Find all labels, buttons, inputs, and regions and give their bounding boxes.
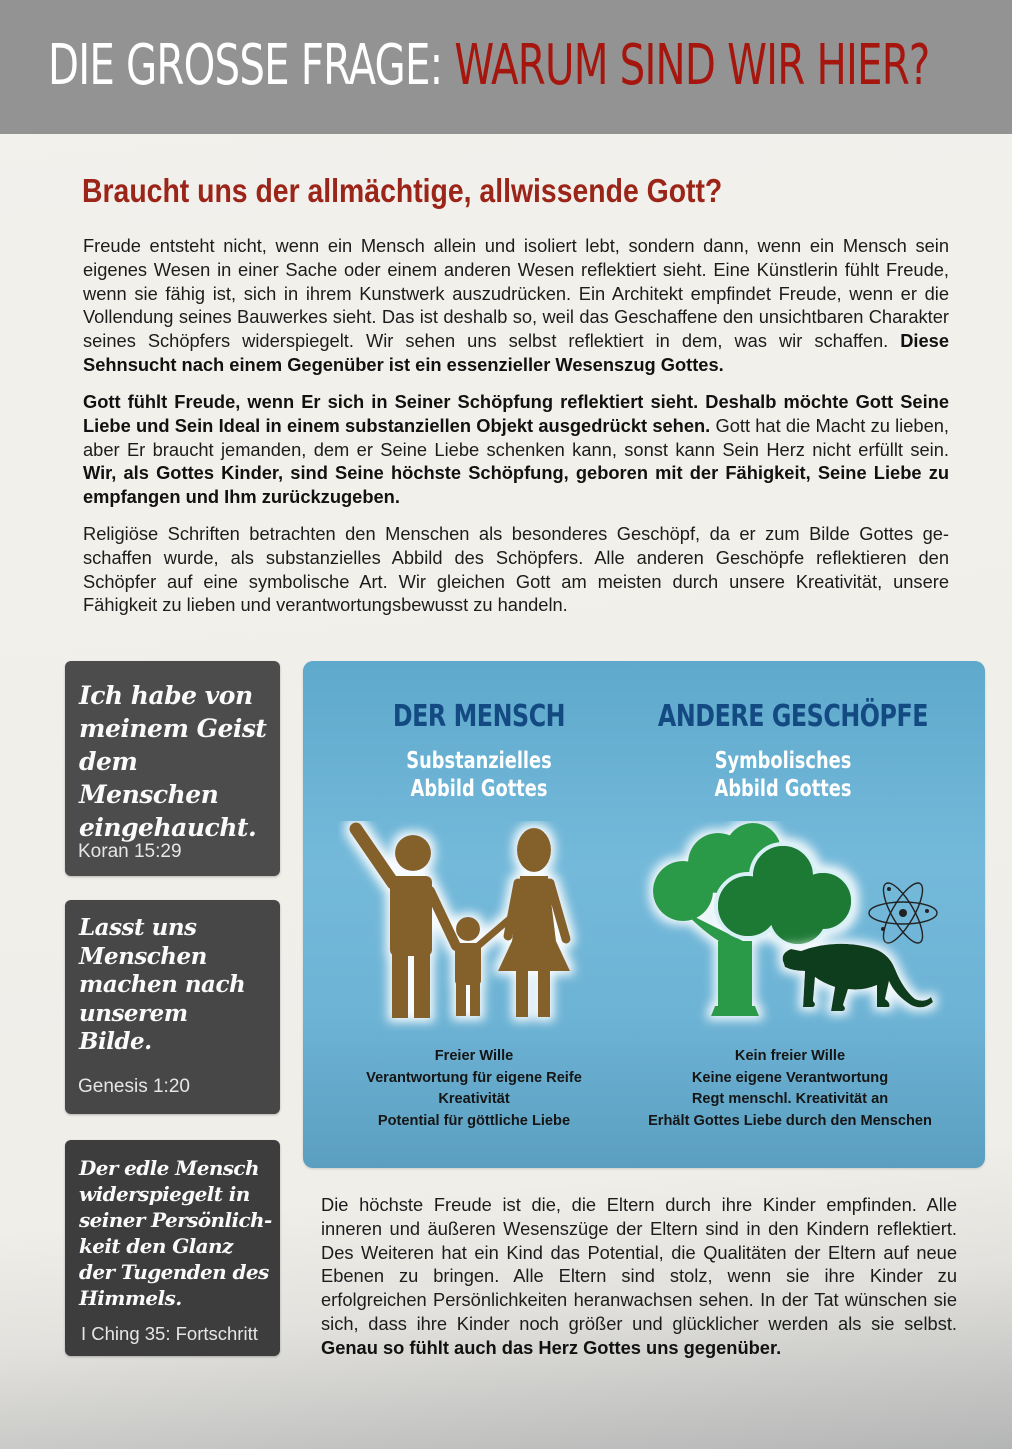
quote-line: Lasst uns bbox=[79, 914, 197, 941]
quote-text bbox=[79, 1155, 272, 1311]
creatures-traits-list bbox=[625, 1046, 955, 1132]
page-title bbox=[48, 30, 930, 102]
closing-paragraph bbox=[321, 1193, 957, 1360]
quote-line: dem Menschen bbox=[79, 747, 219, 809]
comparison-panel bbox=[303, 661, 985, 1168]
tree-icon bbox=[653, 823, 853, 1016]
quote-source: I Ching 35: Fortschritt bbox=[81, 1323, 258, 1344]
trait-item: Kreativität bbox=[438, 1091, 510, 1107]
trait-item: Keine eigene Verantwortung bbox=[691, 1069, 889, 1086]
quote-line: Menschen bbox=[79, 942, 207, 970]
quote-text bbox=[79, 679, 272, 844]
quote-line: eingehaucht. bbox=[79, 813, 257, 842]
creatures-column-title: ANDERE GESCHÖPFE bbox=[657, 699, 929, 734]
quote-text bbox=[79, 914, 272, 1057]
quote-box-koran bbox=[65, 661, 280, 876]
quote-line: meinem Geist bbox=[79, 714, 267, 743]
closing-emphasis: Genau so fühlt auch das Herz Gottes uns gegenüber. bbox=[321, 1336, 782, 1358]
title-banner bbox=[0, 0, 1012, 134]
subtitle-line: Symbolisches bbox=[714, 748, 852, 774]
subtitle-line: Abbild Gottes bbox=[410, 776, 548, 802]
quote-line: keit den Glanz bbox=[79, 1234, 233, 1258]
quote-line: seiner Persönlich- bbox=[79, 1208, 272, 1232]
trait-item: Regt menschl. Kreativität an bbox=[691, 1091, 889, 1107]
tree-atom-panther-icon bbox=[633, 821, 963, 1041]
quote-line: Bilde. bbox=[79, 1028, 152, 1056]
page-title-part2: WARUM SIND WIR HIER? bbox=[454, 33, 930, 98]
section-heading: Braucht uns der allmächtige, allwissende Gott? bbox=[82, 172, 723, 209]
paragraph-2-emphasis-1: Gott fühlt Freude, wenn Er sich in Seiner Schöpfung reflektiert sieht. Deshalb möchte Gott Seine Liebe und Sein Ideal in einem substanziellen Objekt ausgedrückt sehen. bbox=[83, 391, 949, 436]
family-icon bbox=[338, 821, 598, 1031]
paragraph-1-emphasis: Diese Sehnsucht nach einem Gegenüber ist ein essenzieller Wesenszug Gottes. bbox=[83, 330, 949, 375]
trait-item: Verantwortung für eigene Reife bbox=[366, 1069, 582, 1086]
paragraph-2-text: Gott hat die Macht zu lieben, aber Er braucht jemanden, dem er Seine Liebe schenken kann, sonst kann Sein Herz nicht erfüllt sein. bbox=[83, 414, 949, 460]
trait-item: Kein freier Wille bbox=[734, 1048, 846, 1064]
human-traits-list bbox=[309, 1046, 639, 1132]
quote-line: Der edle Mensch bbox=[79, 1156, 259, 1180]
paragraph-1 bbox=[83, 234, 949, 377]
human-column-subtitle bbox=[333, 747, 625, 803]
page-title-part1: DIE GROSSE FRAGE: bbox=[48, 33, 443, 98]
quote-line: Ich habe von bbox=[79, 681, 253, 710]
paragraph-2-emphasis-2: Wir, als Gottes Kinder, sind Seine höchste Schöpfung, geboren mit der Fähigkeit, Seine Liebe zu empfangen und Ihm zurückzugeben. bbox=[83, 462, 949, 508]
quote-line: Himmels. bbox=[79, 1286, 182, 1310]
subtitle-line: Abbild Gottes bbox=[714, 776, 852, 802]
quote-source: Genesis 1:20 bbox=[78, 1076, 190, 1097]
quote-line: unserem bbox=[79, 999, 188, 1027]
quote-line: machen nach bbox=[79, 971, 246, 999]
quote-box-iching bbox=[65, 1140, 280, 1356]
atom-icon bbox=[869, 878, 937, 948]
creatures-column-subtitle bbox=[637, 747, 929, 803]
trait-item: Freier Wille bbox=[434, 1048, 514, 1064]
quote-box-genesis bbox=[65, 900, 280, 1114]
paragraph-2 bbox=[83, 390, 949, 509]
trait-item: Erhält Gottes Liebe durch den Menschen bbox=[648, 1112, 932, 1129]
closing-text: Die höchste Freude ist die, die Eltern durch ihre Kinder empfinden. Alle inneren und äußeren Wesenszüge der Eltern sind in den Kindern reflektiert. Des Weiteren hat ein Kind das Potential, die Qualitäten der Eltern auf neue Ebenen zu bringen. Alle Eltern sind stolz, wenn sie ihre Kinder zu erfolgreichen Persönlichkeiten heranwachsen sehen. In der Tat wünschen sie sich, dass ihre Kinder noch größer und glücklicher werden als sie selbst. bbox=[321, 1194, 957, 1334]
quote-line: der Tugenden des bbox=[79, 1260, 269, 1284]
subtitle-line: Substanzielles bbox=[406, 748, 552, 774]
quote-line: widerspiegelt in bbox=[79, 1182, 250, 1206]
trait-item: Potential für göttliche Liebe bbox=[377, 1112, 571, 1129]
paragraph-3: Religiöse Schriften betrachten den Menschen als besonderes Geschöpf, da er zum Bilde Gottes geschaffen wurde, als substanzielles Abbild des Schöpfers. Alle anderen Geschöpfe reflektieren den Schöpfer auf eine symbolische Art. Wir gleichen Gott am meisten durch unsere Kreativität, unsere Fähigkeit zu lieben und verantwortungsbewusst zu handeln. bbox=[83, 523, 949, 616]
paragraph-1-text: Freude entsteht nicht, wenn ein Mensch allein und isoliert lebt, sondern dann, wenn ein Mensch sein eigenes Wesen in einer Sache oder einem anderen Wesen reflektiert sieht. Eine Künstlerin fühlt Freude, wenn sie fähig ist, sich in ihrem Kunstwerk auszudrücken. Ein Architekt empfindet Freude, wenn er die Vollendung seines Bauwerkes sieht. Das ist deshalb so, weil das Geschaffene den unsichtbaren Charakter seines Schöpfers widerspiegelt. Wir sehen uns selbst reflektiert in dem, was wir schaffen. bbox=[83, 235, 949, 352]
panther-icon bbox=[783, 944, 933, 1011]
quote-source: Koran 15:29 bbox=[78, 841, 182, 862]
human-column-title: DER MENSCH bbox=[392, 699, 566, 734]
